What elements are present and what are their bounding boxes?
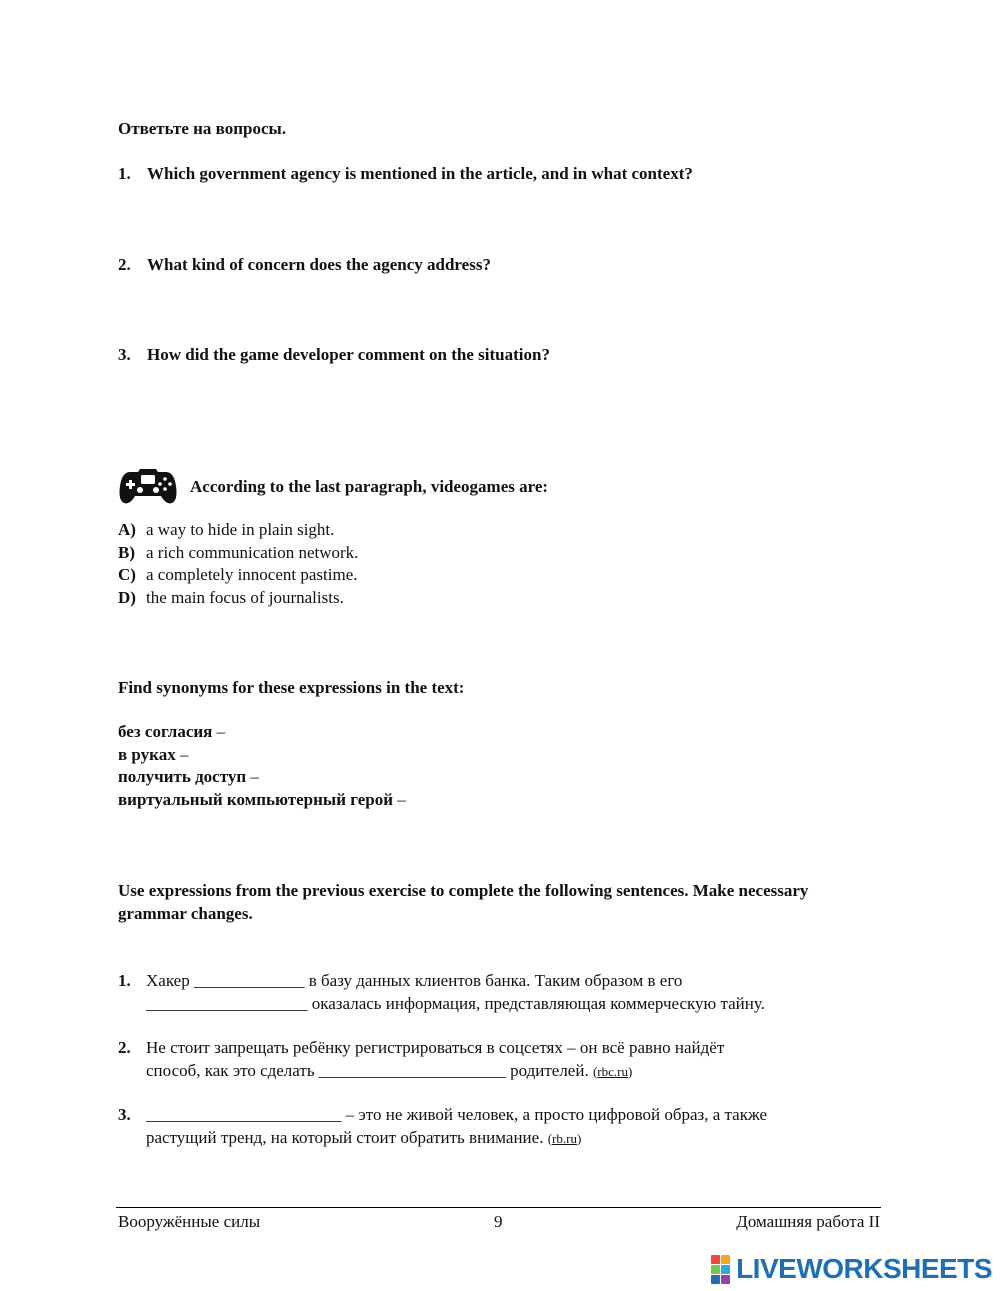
exercise-line-text: растущий тренд, на который стоит обратить внимание. xyxy=(146,1128,544,1147)
exercise-number: 3. xyxy=(118,1105,131,1124)
exercise-line xyxy=(146,1126,876,1150)
source-ref: (rb.ru) xyxy=(547,1131,582,1146)
question-3 xyxy=(118,345,550,365)
question-text: What kind of concern does the agency address? xyxy=(147,255,491,274)
exercise-line-text: способ, как это сделать ______________________ родителей. xyxy=(146,1061,589,1080)
question-number: 1. xyxy=(118,164,131,183)
question-text: Which government agency is mentioned in the article, and in what context? xyxy=(147,164,693,183)
footer-divider xyxy=(116,1207,881,1208)
questions-header: Ответьте на вопросы. xyxy=(118,119,287,138)
synonym-term: виртуальный компьютерный герой xyxy=(118,789,394,809)
exercise-number: 1. xyxy=(118,971,131,990)
option-letter: D) xyxy=(118,587,136,607)
exercise-header: Use expressions from the previous exercise to complete the following sentences. Make necessary grammar changes. xyxy=(118,881,809,923)
option-d[interactable] xyxy=(118,587,358,610)
logo-text: LIVEWORKSHEETS xyxy=(736,1253,992,1284)
option-text: a rich communication network. xyxy=(146,542,359,562)
gamepad-icon xyxy=(118,466,178,506)
exercise-item-1 xyxy=(118,969,876,1015)
option-a[interactable] xyxy=(118,519,358,542)
synonym-term: в руках xyxy=(118,744,176,764)
mc-prompt: According to the last paragraph, videogames are: xyxy=(190,477,549,496)
question-2 xyxy=(118,255,491,275)
question-1 xyxy=(118,164,693,184)
source-link[interactable]: rbc.ru xyxy=(597,1064,628,1079)
exercise-line: _______________________ – это не живой человек, а просто цифровой образ, а также xyxy=(146,1105,768,1124)
synonym-dash: – xyxy=(246,767,259,786)
synonym-item xyxy=(118,744,406,767)
logo-grid-icon xyxy=(711,1255,730,1284)
exercise-line: Хакер _____________ в базу данных клиентов банка. Таким образом в его xyxy=(146,971,683,990)
question-text: How did the game developer comment on the situation? xyxy=(147,345,550,364)
footer-right: Домашняя работа II xyxy=(736,1212,880,1231)
synonyms-list xyxy=(118,721,406,811)
exercise-item-2 xyxy=(118,1036,876,1083)
option-letter: A) xyxy=(118,520,136,539)
source-link[interactable]: rb.ru xyxy=(552,1131,577,1146)
option-letter: B) xyxy=(118,542,135,562)
synonym-dash: – xyxy=(393,789,406,809)
synonym-item xyxy=(118,789,406,812)
option-b[interactable] xyxy=(118,542,358,565)
question-number: 3. xyxy=(118,345,131,364)
question-number: 2. xyxy=(118,255,131,274)
synonym-dash: – xyxy=(212,722,226,741)
exercise-number: 2. xyxy=(118,1038,131,1057)
exercise-line: ___________________ оказалась информация, представляющая коммерческую тайну. xyxy=(146,994,765,1013)
synonym-item xyxy=(118,721,406,744)
footer-left: Вооружённые силы xyxy=(118,1212,261,1231)
synonyms-header: Find synonyms for these expressions in the text: xyxy=(118,678,465,697)
liveworksheets-logo[interactable] xyxy=(711,1252,992,1286)
page-number: 9 xyxy=(494,1212,503,1231)
synonym-term: без согласия xyxy=(118,722,213,741)
exercise-line: Не стоит запрещать ребёнку регистрироваться в соцсетях – он всё равно найдёт xyxy=(146,1038,725,1057)
option-text: a completely innocent pastime. xyxy=(146,565,358,584)
synonym-term: получить доступ xyxy=(118,767,247,786)
mc-options xyxy=(118,519,358,609)
exercise-item-3 xyxy=(118,1103,876,1150)
option-text: a way to hide in plain sight. xyxy=(146,520,335,539)
exercise-line xyxy=(146,1059,876,1083)
option-text: the main focus of journalists. xyxy=(146,587,344,607)
synonym-item xyxy=(118,766,406,789)
option-letter: C) xyxy=(118,565,136,584)
source-ref: (rbc.ru) xyxy=(592,1064,633,1079)
synonym-dash: – xyxy=(175,744,189,764)
option-c[interactable] xyxy=(118,564,358,587)
